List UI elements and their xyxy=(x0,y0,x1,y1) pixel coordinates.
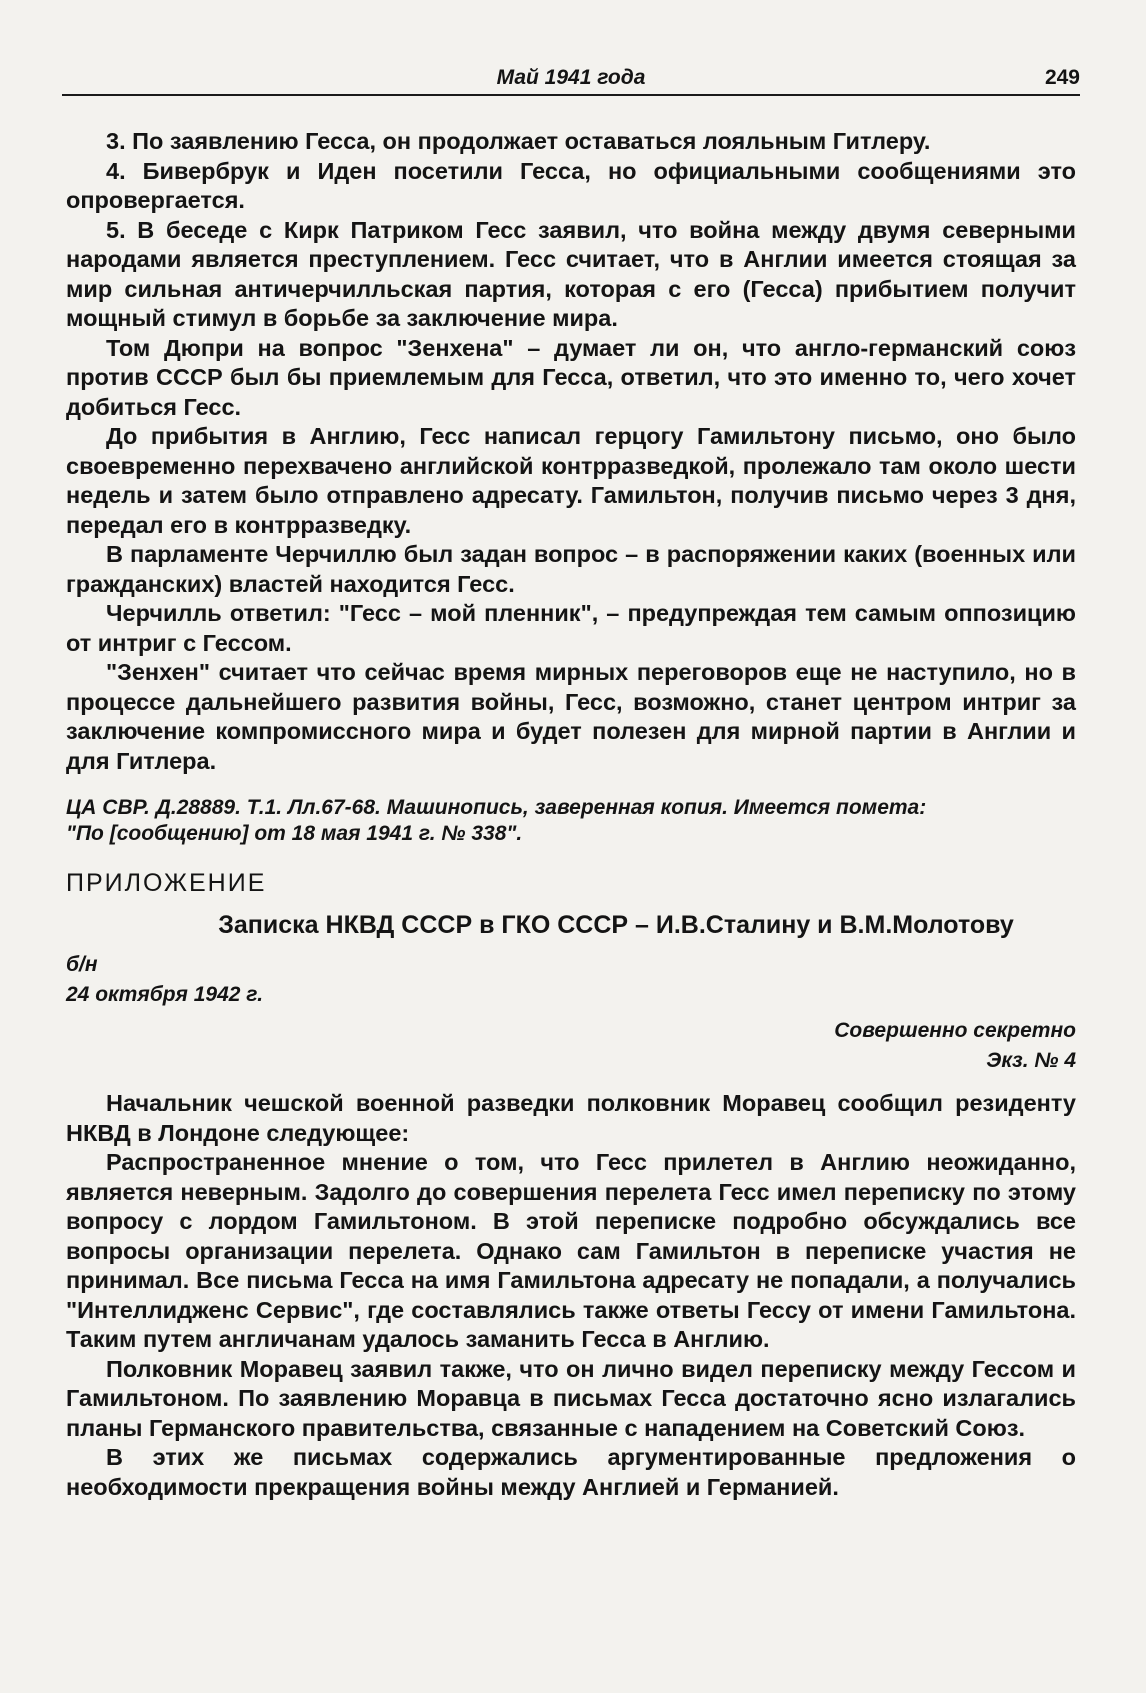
paragraph: 3. По заявлению Гесса, он продолжает оставаться лояльным Гитлеру. xyxy=(106,128,931,154)
paragraph: 5. В беседе с Кирк Патриком Гесс заявил, что война между двумя северными народами является преступлением. Гесс считает, что в Англии имеется стоящая за мир сильная античерчилльская партия, которая с его (Гесса) прибытием получит мощный стимул в борьбе за заключение мира. xyxy=(66,216,1076,331)
archive-citation xyxy=(66,795,1076,847)
page-number: 249 xyxy=(1044,66,1080,89)
page-body xyxy=(66,127,1076,1502)
running-title: Май 1941 года xyxy=(496,66,646,89)
document-number: б/н xyxy=(66,953,98,976)
paragraph: Том Дюпри на вопрос "Зенхена" – думает ли он, что англо-германский союз против СССР был бы приемлемым для Гесса, ответил, что это именно то, чего хочет добиться Гесс. xyxy=(66,334,1076,420)
document-date: 24 октября 1942 г. xyxy=(66,983,264,1006)
copy-number: Экз. № 4 xyxy=(986,1049,1076,1072)
classification-block xyxy=(66,1016,1076,1076)
citation-line: ЦА СВР. Д.28889. Т.1. Лл.67-68. Машинопись, заверенная копия. Имеется помета: xyxy=(66,796,927,819)
paragraph: В этих же письмах содержались аргументированные предложения о необходимости прекращения войны между Англией и Германией. xyxy=(66,1444,1076,1500)
classification-stamp: Совершенно секретно xyxy=(834,1019,1076,1042)
note-title: Записка НКВД СССР в ГКО СССР – И.В.Сталину и В.М.Молотову xyxy=(218,910,1014,939)
page-header xyxy=(62,64,1080,96)
paragraph: В парламенте Черчиллю был задан вопрос – в распоряжении каких (военных или гражданских) властей находится Гесс. xyxy=(66,541,1076,597)
document-meta xyxy=(66,950,1076,1010)
paragraph: Полковник Моравец заявил также, что он лично видел переписку между Гессом и Гамильтоном. По заявлению Моравца в письмах Гесса достаточно ясно излагались планы Германского правительства, связанные с нападением на Советский Союз. xyxy=(66,1355,1076,1441)
paragraph: 4. Бивербрук и Иден посетили Гесса, но официальными сообщениями это опровергается. xyxy=(66,157,1076,213)
citation-line: "По [сообщению] от 18 мая 1941 г. № 338". xyxy=(66,822,523,845)
paragraph: Начальник чешской военной разведки полковник Моравец сообщил резиденту НКВД в Лондоне следующее: xyxy=(66,1090,1076,1146)
paragraph: "Зенхен" считает что сейчас время мирных переговоров еще не наступило, но в процессе дальнейшего развития войны, Гесс, возможно, станет центром интриг за заключение компромиссного мира и будет полезен для мирной партии в Англии и для Гитлера. xyxy=(66,659,1076,774)
paragraph: Черчилль ответил: "Гесс – мой пленник", – предупреждая тем самым оппозицию от интриг с Гессом. xyxy=(66,600,1076,656)
appendix-heading: ПРИЛОЖЕНИЕ xyxy=(66,869,267,897)
paragraph: Распространенное мнение о том, что Гесс прилетел в Англию неожиданно, является неверным. Задолго до совершения перелета Гесс имел переписку по этому вопросу с лордом Гамильтоном. В этой переписке подробно обсуждались все вопросы организации перелета. Однако сам Гамильтон в переписке участия не принимал. Все письма Гесса на имя Гамильтона адресату не попадали, а получались "Интеллидженс Сервис", где составлялись также ответы Гессу от имени Гамильтона. Таким путем англичанам удалось заманить Гесса в Англию. xyxy=(66,1149,1076,1352)
paragraph: До прибытия в Англию, Гесс написал герцогу Гамильтону письмо, оно было своевременно перехвачено английской контрразведкой, пролежало там около шести недель и затем было отправлено адресату. Гамильтон, получив письмо через 3 дня, передал его в контрразведку. xyxy=(66,423,1076,538)
